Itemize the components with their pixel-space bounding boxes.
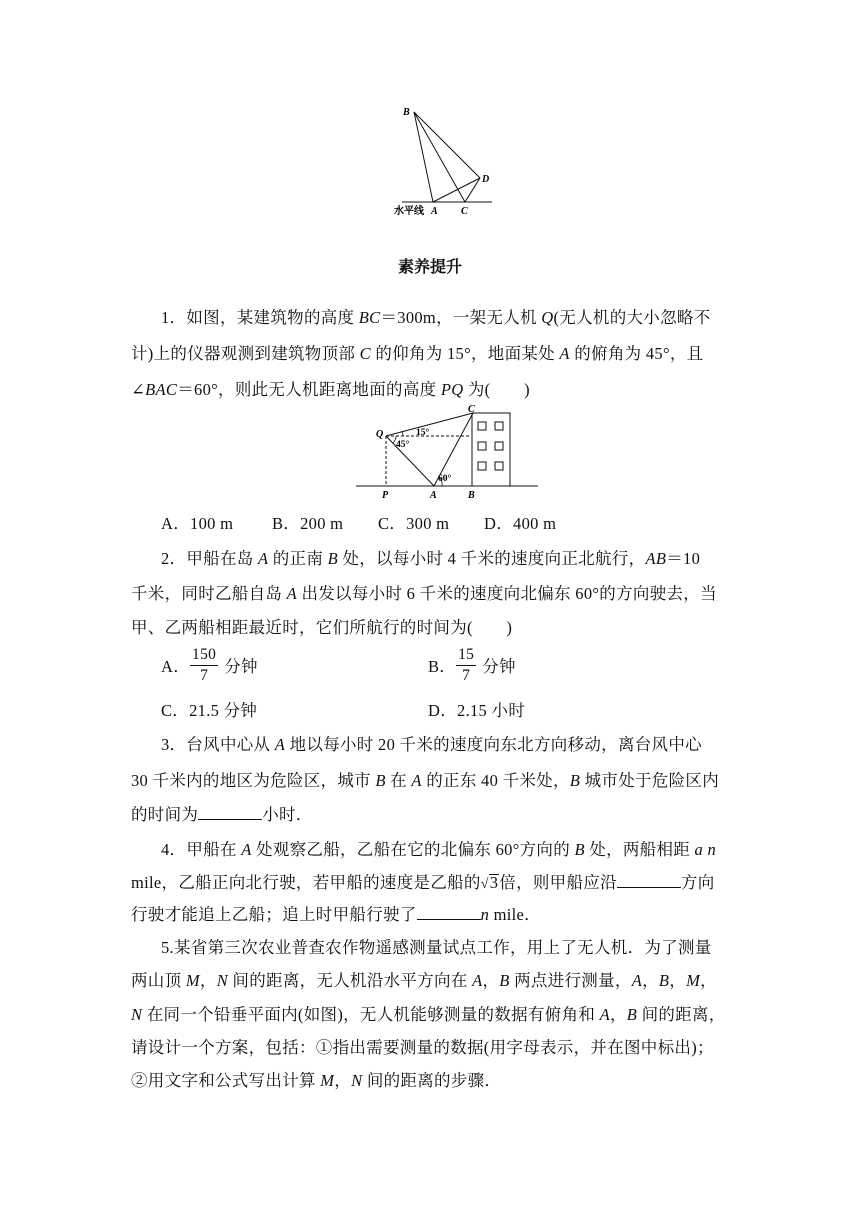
q1-label-A: A <box>430 490 437 500</box>
q5-line1: 5.某省第三次农业普查农作物遥感测量试点工作，用上了无人机．为了测量 <box>161 938 712 957</box>
q1-label-P: P <box>382 490 389 500</box>
q1-label-B: B <box>468 490 475 500</box>
label-D: D <box>482 174 490 185</box>
q2-option-d[interactable]: D．2.15 小时 <box>428 701 526 720</box>
label-horizon: 水平线 <box>394 206 424 217</box>
q2-line2: 千米，同时乙船自岛 A 出发以每小时 6 千米的速度向北偏东 60°的方向驶去，当 <box>131 584 717 603</box>
q1-option-a[interactable]: A．100 m <box>161 514 234 533</box>
section-title: 素养提升 <box>397 257 462 276</box>
q5-line5: ②用文字和公式写出计算 M，N 间的距离的步骤． <box>131 1071 502 1090</box>
q1-option-d[interactable]: D．400 m <box>484 514 557 533</box>
label-A: A <box>431 206 438 217</box>
q1-line2: 计)上的仪器观测到建筑物顶部 C 的仰角为 15°，地面某处 A 的俯角为 45°，且 <box>131 344 704 363</box>
q1-label-C: C <box>468 404 475 415</box>
q5-line3: N 在同一个铅垂平面内(如图)，无人机能够测量的数据有俯角和 A，B 间的距离， <box>131 1005 726 1024</box>
q1-label-Q: Q <box>376 429 384 440</box>
q1-line3: ∠BAC＝60°，则此无人机距离地面的高度 PQ 为( ) <box>131 380 530 399</box>
q1-line1: 1．如图，某建筑物的高度 BC＝300m，一架无人机 Q(无人机的大小忽略不 <box>161 308 711 327</box>
q2-option-b[interactable]: B． $\frac{15}{7}$ 分钟 <box>428 645 516 684</box>
top-figure <box>388 100 498 220</box>
q2-line3: 甲、乙两船相距最近时，它们所航行的时间为( ) <box>131 618 513 637</box>
q2-option-a[interactable]: A． $\frac{150}{7}$ 分钟 <box>161 645 258 684</box>
q2-line1: 2．甲船在岛 A 的正南 B 处，以每小时 4 千米的速度向正北航行，AB＝10 <box>161 549 701 568</box>
q2-option-b-fraction: $\frac{15}{7}$ <box>458 645 475 684</box>
q1-angle-15: 15° <box>416 428 430 438</box>
q4-line1: 4．甲船在 A 处观察乙船，乙船在它的北偏东 60°方向的 B 处，两船相距 a n <box>161 840 717 859</box>
label-C: C <box>461 206 468 217</box>
q4-distance-blank[interactable] <box>417 905 481 920</box>
q1-angle-60: 60° <box>438 474 452 484</box>
q3-line1: 3．台风中心从 A 地以每小时 20 千米的速度向东北方向移动，离台风中心 <box>161 735 702 754</box>
q1-options <box>161 510 556 534</box>
q1-option-b[interactable]: B．200 m <box>272 514 344 533</box>
q5-line2: 两山顶 M，N 间的距离，无人机沿水平方向在 A，B 两点进行测量，A，B，M， <box>131 971 717 990</box>
q3-line2: 30 千米内的地区为危险区，城市 B 在 A 的正东 40 千米处，B 城市处于危险区内 <box>131 771 719 790</box>
label-B: B <box>403 107 410 118</box>
q4-direction-blank[interactable] <box>617 873 681 888</box>
sqrt-symbol: √ <box>480 877 489 892</box>
q3-line3: 的时间为 小时． <box>131 805 313 824</box>
q2-option-c[interactable]: C．21.5 分钟 <box>161 701 258 720</box>
q5-line4: 请设计一个方案，包括：①指出需要测量的数据(用字母表示，并在图中标出)； <box>131 1038 714 1057</box>
q1-figure <box>352 402 542 500</box>
q1-option-c[interactable]: C．300 m <box>378 514 450 533</box>
q1-angle-45: 45° <box>396 440 410 450</box>
q2-option-a-fraction: $\frac{150}{7}$ <box>192 645 217 684</box>
q4-line3: 行驶才能追上乙船；追上时甲船行驶了 n mile． <box>131 905 541 924</box>
q4-line2: mile，乙船正向北行驶，若甲船的速度是乙船的√3倍，则甲船应沿 方向 <box>131 873 715 892</box>
q3-answer-blank[interactable] <box>198 805 262 820</box>
